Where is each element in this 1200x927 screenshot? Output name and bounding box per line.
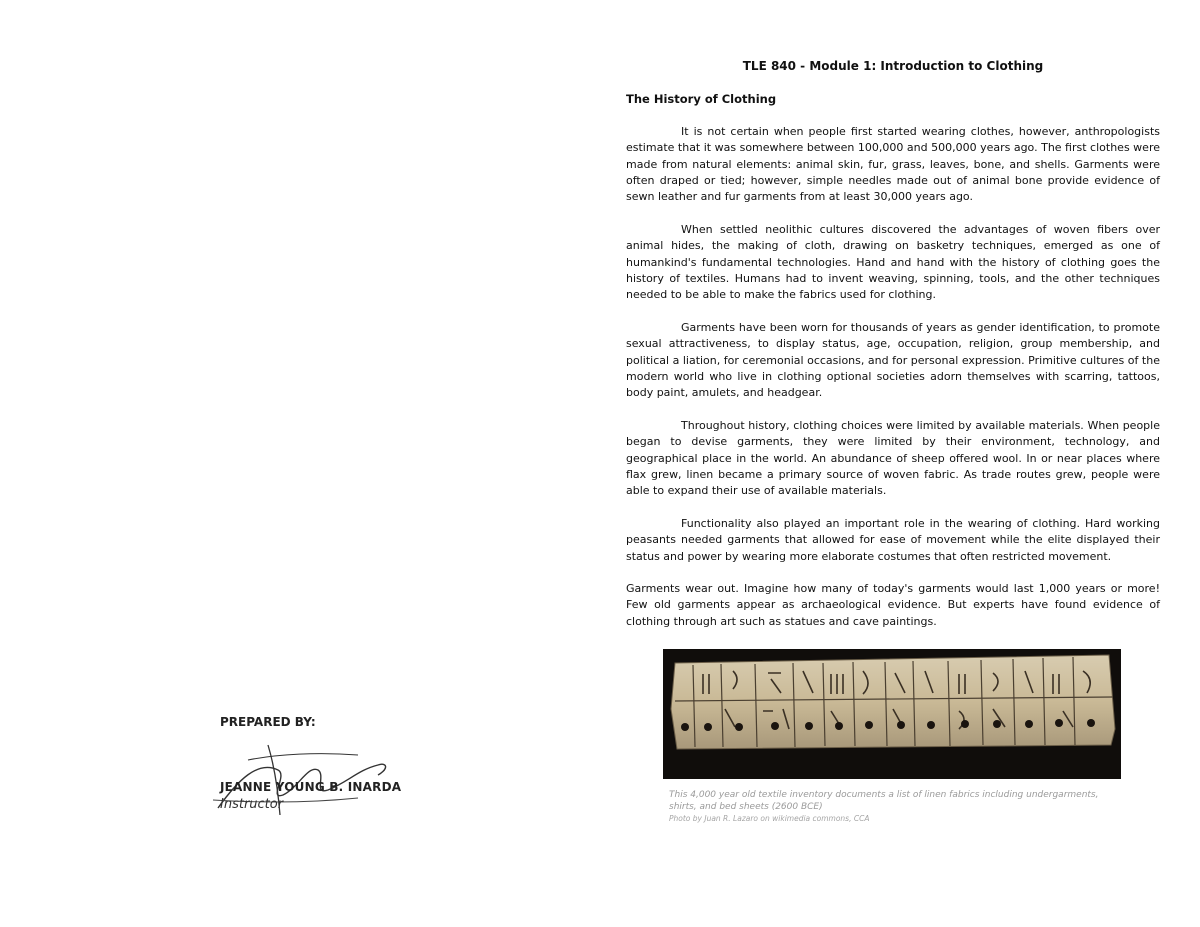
paragraph: Functionality also played an important role in the wearing of clothing. Hard working peasants needed garments that allowed for ease of movement while the elite displayed their status and power by wearing more elaborate costumes that often restricted movement. — [626, 517, 1160, 563]
paragraph: Garments wear out. Imagine how many of today's garments would last 1,000 years or more! Few old garments appear as archaeological evidence. But experts have found evidence of clothing through art such as statues and cave paintings. — [626, 582, 1160, 628]
paragraph: When settled neolithic cultures discovered the advantages of woven fibers over animal hides, the making of cloth, drawing on basketry techniques, emerged as one of humankind's fundamental technologies. Hand and hand with the history of clothing goes the history of textiles. Humans had to invent weaving, spinning, tools, and the other techniques needed to be able to make the fabrics used for clothing. — [626, 223, 1160, 302]
figure-credit: Photo by Juan R. Lazaro on wikimedia commons, CCA — [669, 814, 870, 823]
prepared-by-label: PREPARED BY: — [220, 715, 316, 729]
textile-inventory-photo — [663, 649, 1121, 779]
paragraph: Garments have been worn for thousands of years as gender identification, to promote sexual attractiveness, to display status, age, occupation, religion, group membership, and political a liation, for ceremonial occasions, and for personal expression. Primitive cultures of the modern world who live in clothing optional societies adorn themselves with scarring, tattoos, body paint, amulets, and headgear. — [626, 321, 1160, 400]
paragraph: It is not certain when people first started wearing clothes, however, anthropologists estimate that it was somewhere between 100,000 and 500,000 years ago. The first clothes were made from natural elements: animal skin, fur, grass, leaves, bone, and shells. Garments were often draped or tied; however, simple needles made out of animal bone provide evidence of sewn leather and fur garments from at least 30,000 years ago. — [626, 125, 1160, 204]
preparer-name: JEANNE YOUNG B. INARDA — [220, 780, 402, 794]
module-header: TLE 840 - Module 1: Introduction to Clothing — [742, 59, 1044, 73]
paragraph: Throughout history, clothing choices were limited by available materials. When people began to devise garments, they were limited by their environment, technology, and geographical place in the world. An abundance of sheep offered wool. In or near places where flax grew, linen became a primary source of woven fabric. As trade routes grew, people were able to expand their use of available materials. — [626, 419, 1160, 498]
preparer-role: Instructor — [220, 797, 284, 812]
figure-caption: This 4,000 year old textile inventory documents a list of linen fabrics including undergarments, shirts, and bed sheets (2600 BCE) — [669, 790, 1099, 812]
section-title: The History of Clothing — [626, 92, 777, 106]
